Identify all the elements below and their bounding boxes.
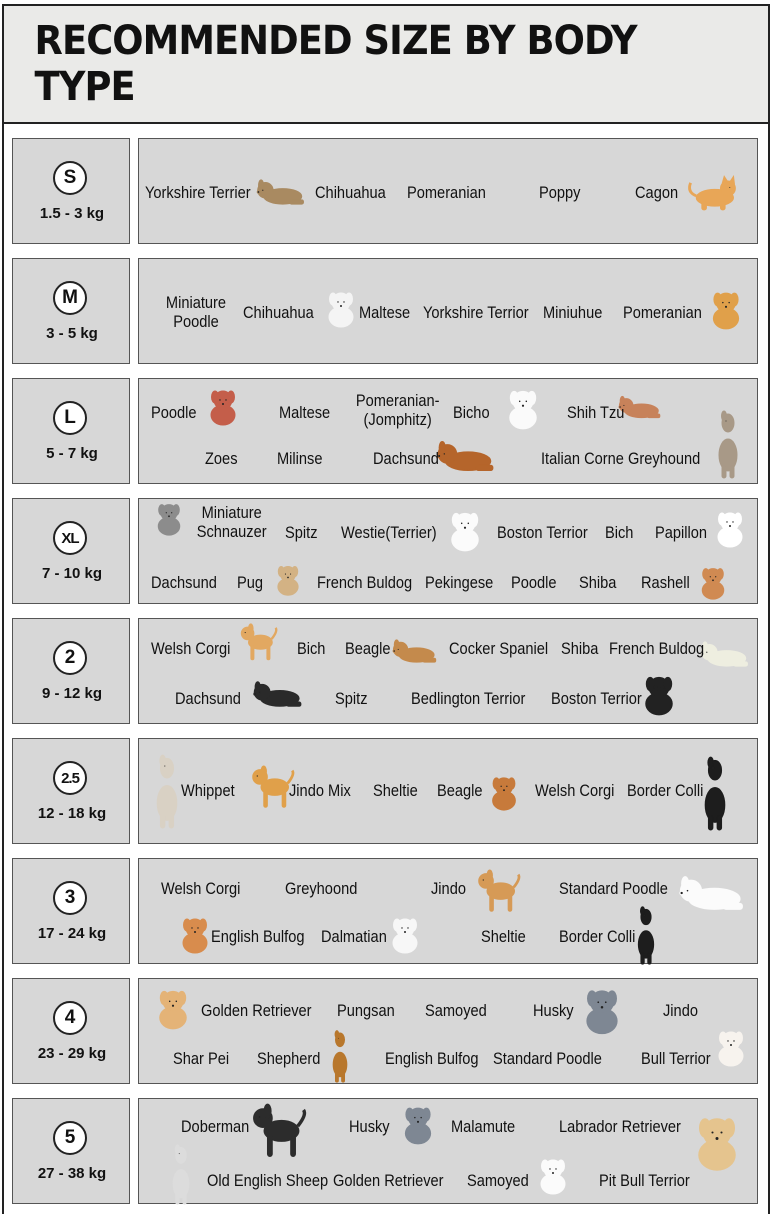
breed-label: Border Colli <box>627 781 704 800</box>
breed-label: Jindo <box>431 879 466 898</box>
beagle-icon <box>485 773 523 813</box>
greyhound-icon <box>713 409 743 479</box>
breed-label: Miniuhue <box>543 303 603 322</box>
weight-range: 9 - 12 kg <box>41 685 103 702</box>
husky-icon <box>397 1103 439 1147</box>
breed-cell <box>138 978 758 1084</box>
yorkie-icon <box>255 175 307 209</box>
breed-label: Golden Retriever <box>201 1001 312 1020</box>
breed-label: Italian Corne Greyhound <box>541 449 701 468</box>
breed-label: Shar Pei <box>173 1049 230 1068</box>
breed-cell <box>138 258 758 364</box>
golden-retriever-icon <box>151 987 195 1031</box>
weight-range: 3 - 5 kg <box>46 325 98 342</box>
breed-label: Pomeranian <box>407 183 486 202</box>
breed-label: Jindo <box>663 1001 698 1020</box>
westie-icon <box>443 509 487 553</box>
breed-label: Standard Poodle <box>559 879 668 898</box>
labrador-icon <box>687 1113 747 1173</box>
breed-label: Cagon <box>635 183 679 202</box>
weight-range: 7 - 10 kg <box>41 565 103 582</box>
breed-cell <box>138 1098 758 1204</box>
size-row <box>12 258 760 366</box>
breed-label: Shepherd <box>257 1049 321 1068</box>
weight-range: 5 - 7 kg <box>46 445 98 462</box>
size-cell <box>12 138 130 244</box>
breed-label: Welsh Corgi <box>535 781 615 800</box>
schnauzer-icon <box>149 501 189 537</box>
papillon-icon <box>695 563 731 603</box>
breed-label: Bich <box>297 639 326 658</box>
breed-label: Pekingese <box>425 573 494 592</box>
breed-cell <box>138 138 758 244</box>
breed-label: Boston Terrior <box>551 689 642 708</box>
breed-cell <box>138 618 758 724</box>
breed-label: Dachsund <box>175 689 241 708</box>
samoyed-icon <box>533 1151 573 1201</box>
breed-cell <box>138 378 758 484</box>
breed-label: Old English Sheep <box>207 1171 329 1190</box>
breed-label: English Bulfog <box>211 927 305 946</box>
weight-range: 1.5 - 3 kg <box>39 205 105 222</box>
header <box>4 6 768 124</box>
breed-label: Golden Retriever <box>333 1171 444 1190</box>
breed-label: Pug <box>237 573 264 592</box>
size-row <box>12 138 760 246</box>
bichon-icon <box>501 385 545 433</box>
breed-label: Malamute <box>451 1117 516 1136</box>
maltese-icon <box>321 289 361 329</box>
size-badge: S <box>53 161 87 195</box>
jindo-icon <box>175 915 215 955</box>
size-row <box>12 1098 760 1206</box>
size-cell <box>12 498 130 604</box>
breed-label: Samoyed <box>425 1001 487 1020</box>
breed-label: Sheltie <box>373 781 418 800</box>
size-row <box>12 378 760 486</box>
breed-label: Boston Terrior <box>497 523 588 542</box>
size-cell <box>12 1098 130 1204</box>
breed-label: Whippet <box>181 781 235 800</box>
size-badge: 4 <box>53 1001 87 1035</box>
breed-label: Miniature Schnauzer <box>196 503 267 541</box>
breed-label: Sheltie <box>481 927 526 946</box>
breed-label: Bull Terrior <box>641 1049 711 1068</box>
size-badge: XL <box>53 521 87 555</box>
breed-label: Bicho <box>453 403 490 422</box>
french-bulldog-icon <box>699 637 751 671</box>
sheepdog-icon <box>161 1143 201 1205</box>
breed-label: Husky <box>349 1117 390 1136</box>
breed-label: Bedlington Terrior <box>411 689 526 708</box>
breed-label: Husky <box>533 1001 574 1020</box>
size-cell <box>12 258 130 364</box>
breed-label: Shih Tzu <box>567 403 625 422</box>
size-badge: M <box>53 281 87 315</box>
weight-range: 17 - 24 kg <box>37 925 107 942</box>
breed-label: Dalmatian <box>321 927 387 946</box>
breed-label: Standard Poodle <box>493 1049 602 1068</box>
size-badge: 5 <box>53 1121 87 1155</box>
dachshund-icon <box>245 679 311 709</box>
breed-label: Pungsan <box>337 1001 395 1020</box>
breed-label: Miniature Poodle <box>165 293 227 331</box>
size-badge: 2 <box>53 641 87 675</box>
breed-label: Papillon <box>655 523 708 542</box>
size-cell <box>12 978 130 1084</box>
breed-label: Yorkshire Terrior <box>423 303 529 322</box>
breed-cell <box>138 498 758 604</box>
breed-label: Cocker Spaniel <box>449 639 549 658</box>
size-cell <box>12 378 130 484</box>
breed-label: Poodle <box>151 403 197 422</box>
papillon-icon <box>707 509 753 549</box>
breed-label: Pomeranian- (Jomphitz) <box>355 391 440 429</box>
breed-label: Bich <box>605 523 634 542</box>
size-cell <box>12 618 130 724</box>
size-badge: L <box>53 401 87 435</box>
breed-label: Dachsund <box>151 573 217 592</box>
breed-label: Rashell <box>641 573 690 592</box>
dachshund-icon <box>435 437 497 475</box>
breed-label: Poodle <box>511 573 557 592</box>
size-row <box>12 738 760 846</box>
weight-range: 27 - 38 kg <box>37 1165 107 1182</box>
bull-terrier-icon <box>711 1027 751 1069</box>
breed-label: Shiba <box>579 573 617 592</box>
breed-label: French Buldog <box>609 639 705 658</box>
cat-icon <box>685 175 741 213</box>
size-badge: 3 <box>53 881 87 915</box>
pug-icon <box>271 561 305 599</box>
breed-label: Beagle <box>345 639 391 658</box>
breed-label: Beagle <box>437 781 483 800</box>
breed-label: Shiba <box>561 639 599 658</box>
breed-label: Milinse <box>277 449 323 468</box>
size-cell <box>12 738 130 844</box>
breed-cell <box>138 858 758 964</box>
husky-icon <box>577 985 627 1037</box>
breed-label: Chihuahua <box>315 183 386 202</box>
breed-cell <box>138 738 758 844</box>
breed-label: Zoes <box>205 449 238 468</box>
pomeranian-icon <box>705 289 747 331</box>
breed-label: Dachsund <box>373 449 439 468</box>
size-row <box>12 978 760 1086</box>
breed-label: Doberman <box>181 1117 250 1136</box>
breed-label: Westie(Terrier) <box>341 523 437 542</box>
jindo-icon <box>473 869 523 915</box>
breed-label: Jindo Mix <box>289 781 351 800</box>
breed-label: French Buldog <box>317 573 413 592</box>
poodle-icon <box>199 387 247 427</box>
weight-range: 12 - 18 kg <box>37 805 107 822</box>
page-title: RECOMMENDED SIZE BY BODY TYPE <box>34 18 637 110</box>
breed-label: Welsh Corgi <box>161 879 241 898</box>
breed-label: Spitz <box>285 523 318 542</box>
breed-label: Border Colli <box>559 927 636 946</box>
breed-label: Labrador Retriever <box>559 1117 681 1136</box>
breed-label: English Bulfog <box>385 1049 479 1068</box>
size-row <box>12 498 760 606</box>
breed-label: Samoyed <box>467 1171 529 1190</box>
breed-label: Maltese <box>359 303 411 322</box>
breed-label: Pomeranian <box>623 303 702 322</box>
beagle-icon <box>391 631 439 671</box>
breed-label: Pit Bull Terrior <box>599 1171 690 1190</box>
breed-label: Spitz <box>335 689 368 708</box>
dalmatian-icon <box>385 915 425 955</box>
samoyed-icon <box>677 873 747 913</box>
doberman-icon <box>247 1103 309 1161</box>
size-row <box>12 618 760 726</box>
weight-range: 23 - 29 kg <box>37 1045 107 1062</box>
breed-label: Welsh Corgi <box>151 639 231 658</box>
boston-terrier-icon <box>637 671 681 719</box>
breed-label: Greyhoond <box>285 879 358 898</box>
size-badge: 2.5 <box>53 761 87 795</box>
breed-label: Maltese <box>279 403 331 422</box>
breed-label: Yorkshire Terrier <box>145 183 251 202</box>
size-cell <box>12 858 130 964</box>
breed-label: Poppy <box>539 183 581 202</box>
corgi-icon <box>233 623 283 663</box>
breed-label: Chihuahua <box>243 303 314 322</box>
size-row <box>12 858 760 966</box>
